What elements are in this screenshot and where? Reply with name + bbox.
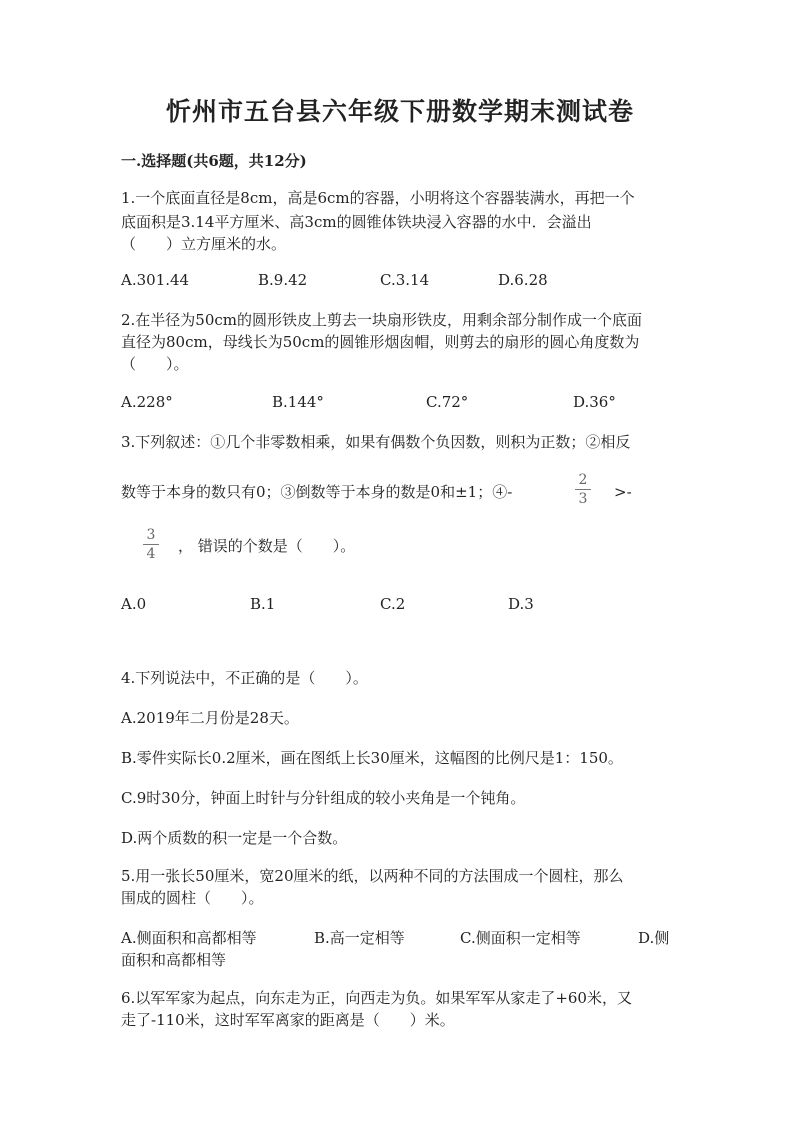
q4-option-a: A.2019年二月份是28天。 xyxy=(121,709,299,727)
q3-option-d: D.3 xyxy=(508,595,534,613)
q5-option-d-wrap: 面积和高都相等 xyxy=(121,951,227,969)
q6-line-2: 走了-110米，这时军军离家的距离是（ ）米。 xyxy=(121,1011,455,1029)
q2-line-2: 直径为80cm，母线长为50cm的圆锥形烟囱帽，则剪去的扇形的圆心角度数为 xyxy=(121,333,640,351)
q3-fraction-2-denominator: 4 xyxy=(146,546,156,562)
q3-fraction-2 xyxy=(141,527,161,562)
q4-option-d: D.两个质数的积一定是一个合数。 xyxy=(121,829,348,847)
q1-option-d: D.6.28 xyxy=(498,271,548,289)
section-heading: 一.选择题(共6题，共12分) xyxy=(121,152,307,170)
q3-option-c: C.2 xyxy=(380,595,406,613)
q3-fraction-2-numerator: 3 xyxy=(146,527,156,543)
q1-option-a: A.301.44 xyxy=(121,271,190,289)
q3-option-a: A.0 xyxy=(121,595,147,613)
q2-line-1: 2.在半径为50cm的圆形铁皮上剪去一块扇形铁皮，用剩余部分制作成一个底面 xyxy=(121,311,643,329)
q2-option-d: D.36° xyxy=(573,393,616,411)
q3-line-2: 数等于本身的数只有0；③倒数等于本身的数是0和±1；④- xyxy=(121,483,513,501)
q5-option-c: C.侧面积一定相等 xyxy=(460,929,581,947)
page-title: 忻州市五台县六年级下册数学期末测试卷 xyxy=(165,97,634,126)
q1-option-b: B.9.42 xyxy=(258,271,308,289)
q3-line-3: ， 错误的个数是（ ）。 xyxy=(178,537,356,555)
q1-line-2: 底面积是3.14平方厘米、高3cm的圆锥体铁块浸入容器的水中．会溢出 xyxy=(121,213,592,231)
q3-option-b: B.1 xyxy=(250,595,276,613)
q1-line-1: 1.一个底面直径是8cm，高是6cm的容器，小明将这个容器装满水，再把一个 xyxy=(121,189,635,207)
q3-fraction-1-bar xyxy=(575,489,591,490)
q4-option-b: B.零件实际长0.2厘米，画在图纸上长30厘米，这幅图的比例尺是1：150。 xyxy=(121,749,623,767)
q5-option-d: D.侧 xyxy=(638,929,670,947)
q1-line-3: （ ）立方厘米的水。 xyxy=(121,235,287,253)
q6-line-1: 6.以军军家为起点，向东走为正，向西走为负。如果军军从家走了+60米，又 xyxy=(121,989,632,1007)
q5-option-a: A.侧面积和高都相等 xyxy=(121,929,257,947)
q1-option-c: C.3.14 xyxy=(380,271,430,289)
q4-stem: 4.下列说法中，不正确的是（ ）。 xyxy=(121,669,368,687)
q3-fraction-1-denominator: 3 xyxy=(578,491,588,507)
q3-fraction-1 xyxy=(573,472,593,507)
q5-line-2: 围成的圆柱（ ）。 xyxy=(121,889,264,907)
q5-option-b: B.高一定相等 xyxy=(314,929,405,947)
q3-line-1: 3.下列叙述：①几个非零数相乘，如果有偶数个负因数，则积为正数；②相反 xyxy=(121,433,631,451)
q4-option-c: C.9时30分，钟面上时针与分针组成的较小夹角是一个钝角。 xyxy=(121,789,526,807)
q2-line-3: （ ）。 xyxy=(121,355,189,373)
q3-fraction-2-bar xyxy=(143,544,159,545)
q2-option-c: C.72° xyxy=(426,393,469,411)
q5-line-1: 5.用一张长50厘米，宽20厘米的纸，以两种不同的方法围成一个圆柱，那么 xyxy=(121,867,624,885)
q3-fraction-1-numerator: 2 xyxy=(578,472,588,488)
q2-option-b: B.144° xyxy=(272,393,324,411)
q3-greater-than: >- xyxy=(614,483,632,501)
q2-option-a: A.228° xyxy=(121,393,173,411)
